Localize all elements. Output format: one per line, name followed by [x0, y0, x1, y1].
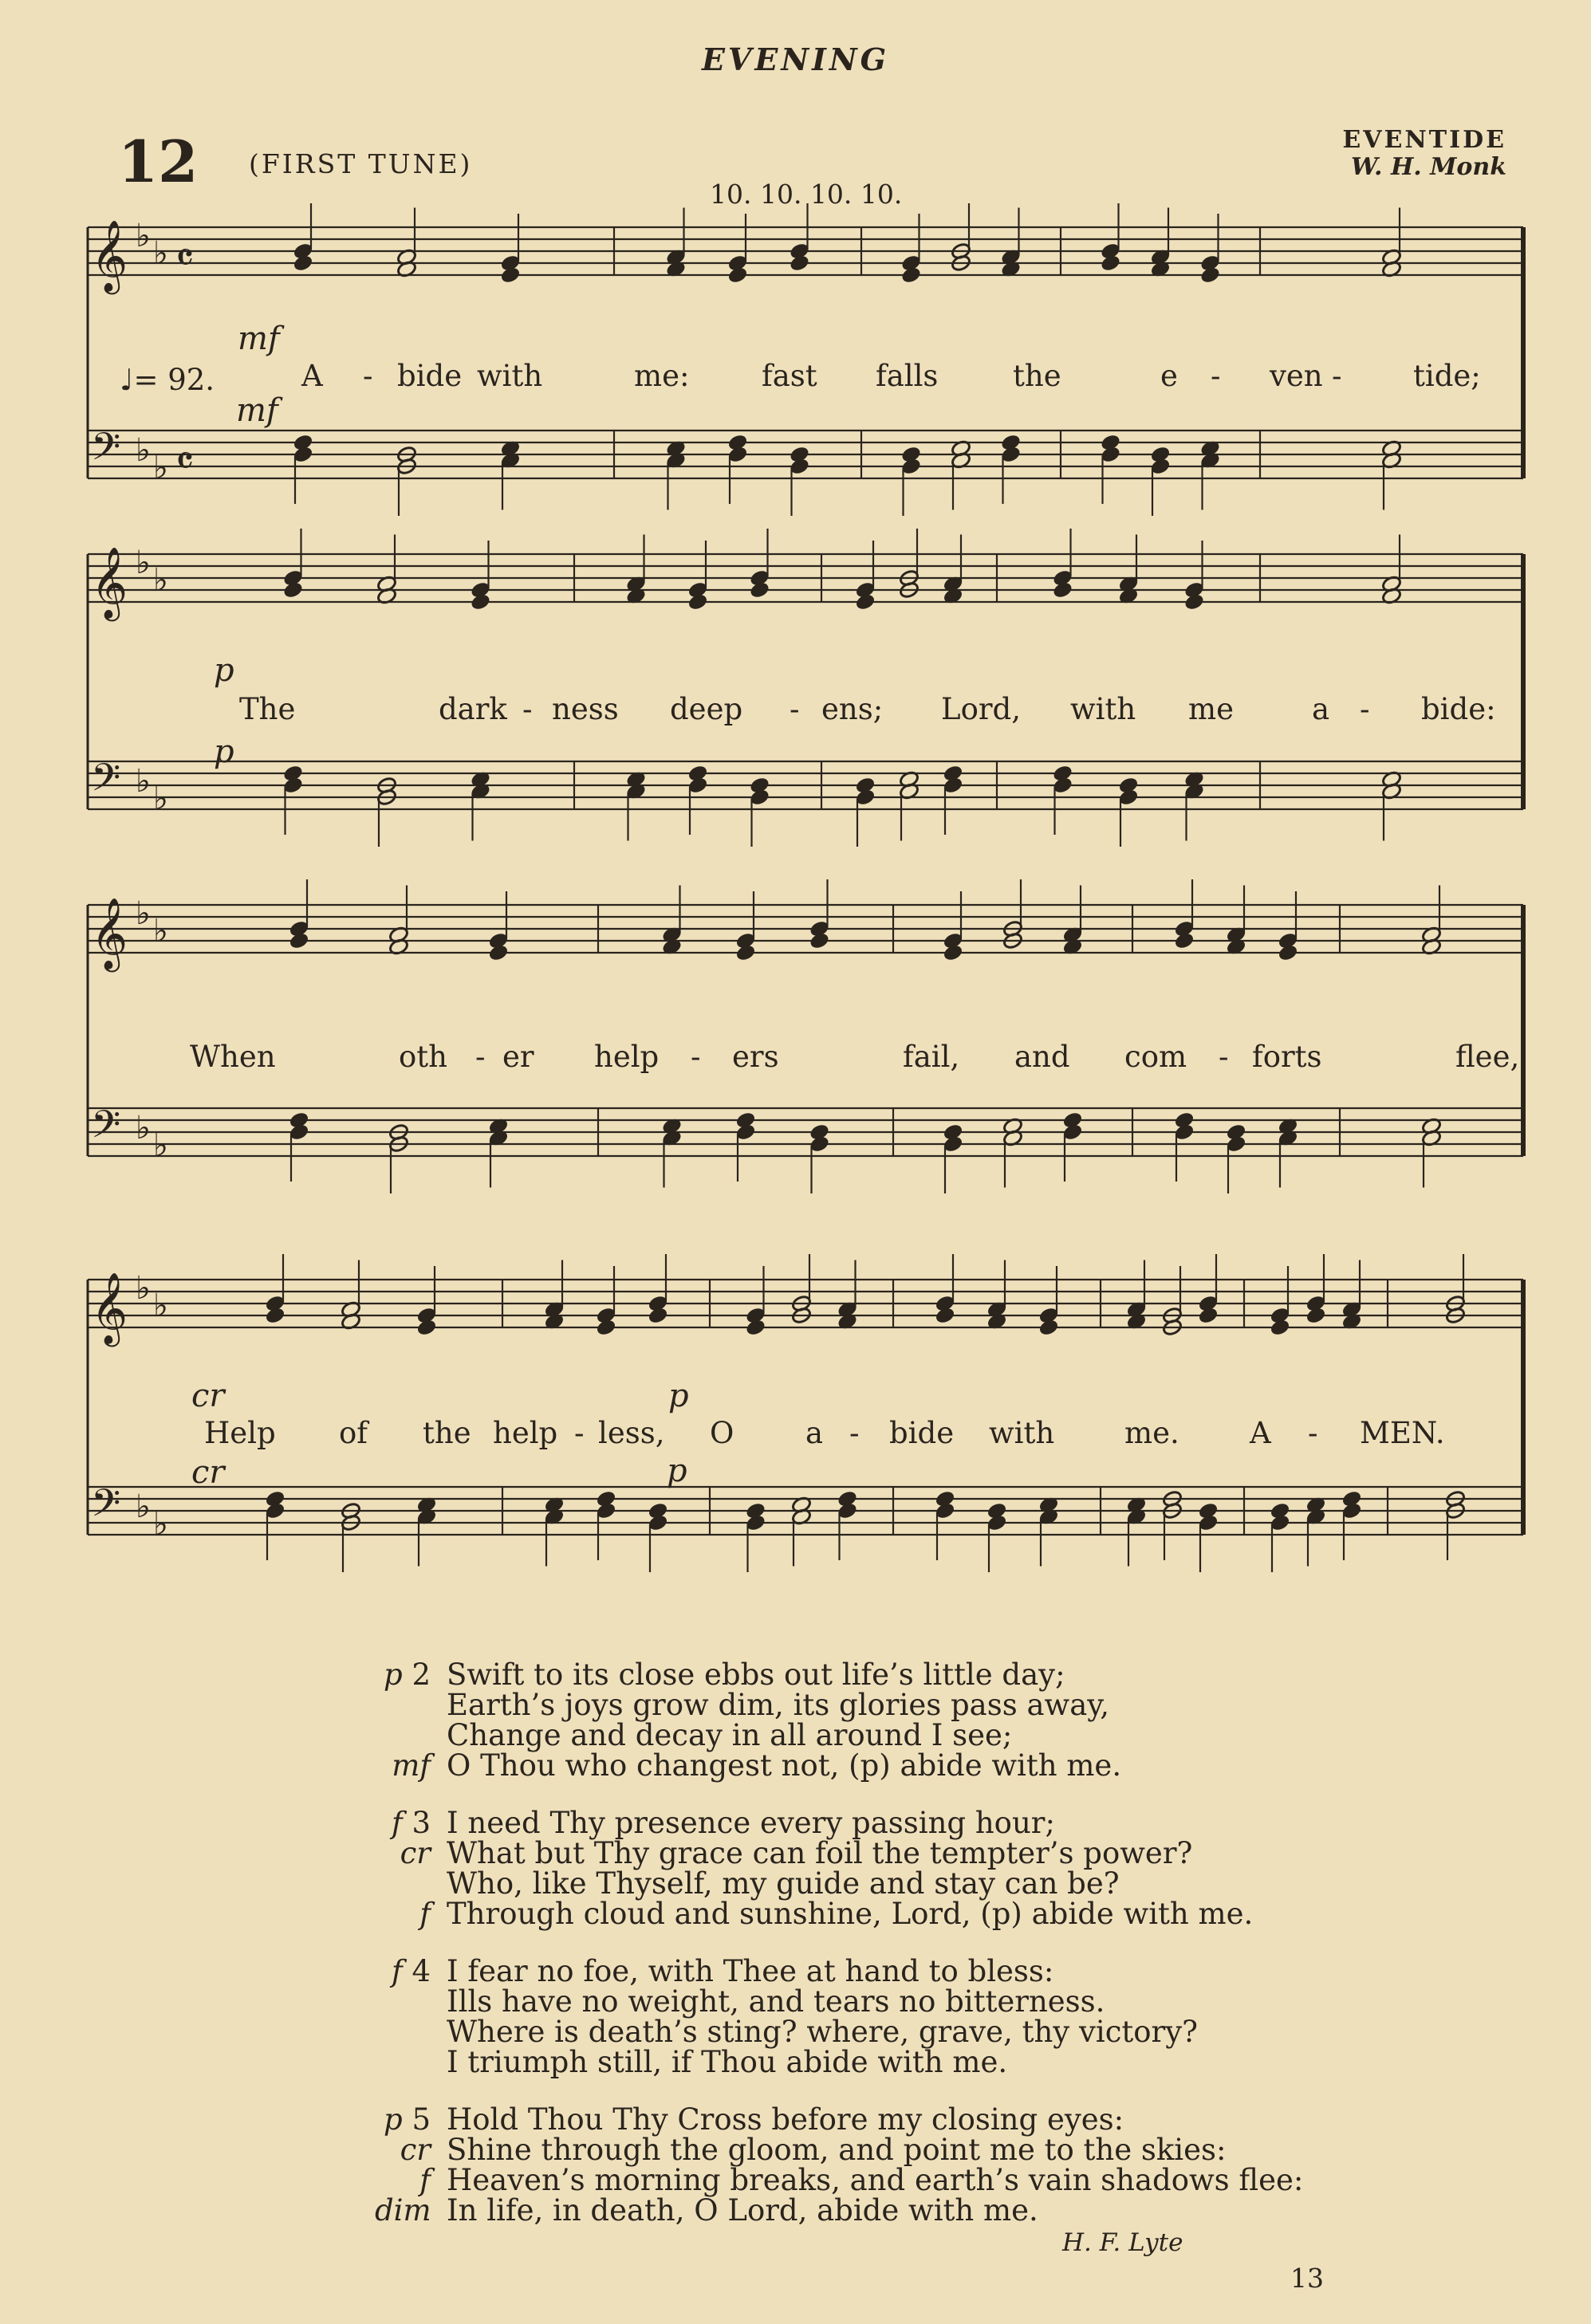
- lyric-syllable: a: [1312, 692, 1330, 726]
- lyric-syllable: me:: [634, 359, 690, 393]
- verse-line: [375, 2047, 1303, 2078]
- verse-dynamic: cr: [400, 1836, 431, 1870]
- svg-text:𝄴: 𝄴: [175, 234, 195, 282]
- tune-label: (FIRST TUNE): [249, 148, 473, 179]
- lyric-syllable: O: [710, 1416, 734, 1450]
- verse-number: 3: [402, 1806, 431, 1840]
- lyric-syllable: oth: [399, 1040, 447, 1074]
- verse-number: 5: [402, 2102, 431, 2137]
- verse-line: [375, 1748, 1303, 1783]
- svg-text:𝄢: 𝄢: [91, 1102, 121, 1156]
- verse-text: What but Thy grace can foil the tempter’s power?: [447, 1836, 1193, 1870]
- lyric-syllable: -: [691, 1040, 701, 1074]
- svg-text:♭: ♭: [153, 1506, 168, 1543]
- svg-text:𝄞: 𝄞: [91, 898, 128, 969]
- dynamic-mark: cr: [191, 1378, 225, 1414]
- lyric-syllable: e: [1160, 359, 1178, 393]
- verse-stanza: [375, 2102, 1304, 2228]
- svg-text:𝄞: 𝄞: [91, 547, 128, 619]
- svg-text:𝄞: 𝄞: [91, 1272, 128, 1344]
- lyric-syllable: The: [239, 692, 296, 726]
- meter: 10. 10. 10. 10.: [710, 179, 903, 210]
- svg-text:𝄢: 𝄢: [91, 1481, 121, 1535]
- verse-dynamic: [375, 2017, 442, 2047]
- page-number: 13: [1290, 2263, 1324, 2294]
- author: H. F. Lyte: [1062, 2228, 1183, 2257]
- staff-lines: [88, 227, 1523, 1535]
- lyric-syllable: falls: [876, 359, 939, 393]
- lyric-syllable: me: [1188, 692, 1234, 726]
- verse-dynamic: [375, 1720, 442, 1751]
- verse-text: In life, in death, O Lord, abide with me.: [447, 2193, 1038, 2228]
- verse-line: [375, 1866, 1303, 1901]
- lyric-syllable: less,: [598, 1416, 665, 1450]
- lyric-syllable: of: [339, 1416, 368, 1450]
- lyric-syllable: -: [849, 1416, 860, 1450]
- verse-text: Swift to its close ebbs out life’s little day;: [447, 1657, 1065, 1692]
- verse-line: [375, 1984, 1303, 2019]
- svg-text:𝄞: 𝄞: [91, 220, 128, 292]
- verse-line: [375, 2193, 1303, 2228]
- lyric-syllable: ven: [1270, 359, 1323, 393]
- lyric-syllable: MEN.: [1360, 1416, 1445, 1450]
- svg-text:♭: ♭: [153, 1127, 168, 1164]
- dynamic-mark: mf: [236, 392, 278, 429]
- verse-dynamic: p 2: [384, 1657, 431, 1692]
- lyric-syllable: bide:: [1421, 692, 1496, 726]
- lyric-syllable: -: [574, 1416, 585, 1450]
- lyric-syllable: -: [1308, 1416, 1318, 1450]
- verse-line: [375, 1690, 1303, 1720]
- lyric-syllable: tide;: [1413, 359, 1481, 393]
- verse-text: Heaven’s morning breaks, and earth’s vain shadows flee:: [447, 2163, 1304, 2197]
- verse-text: Hold Thou Thy Cross before my closing eyes:: [447, 2102, 1124, 2137]
- lyric-syllable: -: [1332, 359, 1342, 393]
- lyric-syllable: -: [790, 692, 800, 726]
- svg-text:♭: ♭: [153, 913, 168, 950]
- note-heads: [265, 203, 1466, 1572]
- svg-text:♭: ♭: [153, 235, 168, 272]
- lyric-syllable: A: [301, 359, 323, 393]
- lyric-syllable: deep: [670, 692, 743, 726]
- verse-dynamic: cr: [400, 2133, 431, 2167]
- lyric-syllable: -: [475, 1040, 486, 1074]
- verse-line: [375, 1808, 1303, 1838]
- verse-stanza: [375, 1808, 1303, 1929]
- lyric-syllable: the: [1013, 359, 1061, 393]
- verse-line: [375, 1956, 1303, 1987]
- verse-text: I need Thy presence every passing hour;: [447, 1806, 1055, 1840]
- verse-dynamic: [375, 1869, 442, 1899]
- verse-dynamic: [375, 1690, 442, 1720]
- verse-stanza: [375, 1657, 1303, 1783]
- svg-text:♭: ♭: [153, 562, 168, 599]
- svg-text:♭: ♭: [136, 763, 151, 800]
- lyric-syllable: Lord,: [941, 692, 1021, 726]
- dynamic-mark: p: [214, 652, 234, 689]
- verse-text: Through cloud and sunshine, Lord, (p) abide with me.: [447, 1897, 1254, 1931]
- verse-dynamic: f: [419, 2163, 431, 2197]
- verse-text: I fear no foe, with Thee at hand to bless:: [447, 1954, 1054, 1988]
- svg-text:♭: ♭: [136, 545, 151, 581]
- lyric-syllable: -: [522, 692, 533, 726]
- verse-line: [375, 1838, 1303, 1869]
- verse-dynamic: dim: [375, 2193, 431, 2228]
- lyric-syllable: a: [805, 1416, 824, 1450]
- dynamic-mark: p: [668, 1378, 689, 1414]
- section-title: EVENING: [701, 41, 890, 77]
- lyric-syllable: -: [1211, 359, 1221, 393]
- verse-line: [375, 2135, 1303, 2165]
- verse-line: [375, 1899, 1303, 1929]
- lyric-syllable: bide: [889, 1416, 955, 1450]
- verse-dynamic: f 4: [391, 1954, 431, 1988]
- lyric-syllable: ness: [552, 692, 619, 726]
- lyric-syllable: help: [594, 1040, 660, 1074]
- lyric-syllable: the: [423, 1416, 471, 1450]
- svg-text:♭: ♭: [136, 895, 151, 932]
- verse-line: [375, 1657, 1303, 1692]
- lyric-syllable: ens;: [821, 692, 884, 726]
- clef-symbols: [91, 218, 194, 1543]
- lyric-syllable: When: [190, 1040, 276, 1074]
- dynamic-mark: p: [214, 733, 234, 770]
- lyric-syllable: -: [1360, 692, 1370, 726]
- verse-text: Earth’s joys grow dim, its glories pass away,: [447, 1688, 1110, 1722]
- lyric-syllable: fail,: [903, 1040, 960, 1074]
- lyric-syllable: com: [1124, 1040, 1187, 1074]
- verse-dynamic: f 3: [391, 1806, 431, 1840]
- lyric-syllable: fast: [762, 359, 817, 393]
- tempo-marking: ♩= 92.: [120, 363, 215, 397]
- verses: [375, 1657, 1304, 2253]
- lyric-syllable: help: [493, 1416, 558, 1450]
- verse-text: I triumph still, if Thou abide with me.: [447, 2045, 1008, 2079]
- verse-text: O Thou who changest not, (p) abide with me.: [447, 1748, 1122, 1783]
- lyric-syllable: forts: [1252, 1040, 1322, 1074]
- verse-dynamic: [375, 2047, 442, 2078]
- svg-text:♭: ♭: [136, 1488, 151, 1525]
- composer: W. H. Monk: [1351, 153, 1506, 181]
- lyric-syllable: flee,: [1455, 1040, 1520, 1074]
- lyric-syllable: dark: [439, 692, 507, 726]
- verse-text: Who, like Thyself, my guide and stay can be?: [447, 1866, 1120, 1901]
- svg-text:𝄴: 𝄴: [175, 438, 195, 486]
- hymn-number: 12: [118, 128, 199, 195]
- lyric-syllable: and: [1014, 1040, 1070, 1074]
- svg-text:♭: ♭: [136, 1270, 151, 1307]
- verse-stanza: [375, 1956, 1303, 2078]
- verse-number: 2: [402, 1657, 431, 1692]
- lyric-syllable: with: [989, 1416, 1055, 1450]
- verse-dynamic: f: [419, 1897, 431, 1931]
- tune-name: EVENTIDE: [1342, 126, 1506, 154]
- verse-line: [375, 2102, 1303, 2137]
- verse-text: Change and decay in all around I see;: [447, 1718, 1013, 1752]
- lyric-syllable: me.: [1124, 1416, 1179, 1450]
- svg-text:♭: ♭: [153, 450, 168, 486]
- dynamic-mark: mf: [238, 320, 280, 357]
- lyric-syllable: with: [477, 359, 543, 393]
- svg-text:𝄢: 𝄢: [91, 755, 121, 809]
- lyric-syllable: -: [363, 359, 373, 393]
- verse-dynamic: [375, 1987, 442, 2017]
- svg-text:♭: ♭: [136, 218, 151, 254]
- lyric-syllable: ers: [732, 1040, 779, 1074]
- music-score: [72, 203, 1531, 1606]
- lyric-syllable: -: [1219, 1040, 1229, 1074]
- svg-text:𝄢: 𝄢: [91, 424, 121, 478]
- lyric-syllable: bide: [397, 359, 463, 393]
- verse-text: Shine through the gloom, and point me to the skies:: [447, 2133, 1227, 2167]
- verse-text: Where is death’s sting? where, grave, thy victory?: [447, 2015, 1198, 2049]
- lyric-syllable: Help: [204, 1416, 276, 1450]
- svg-text:♭: ♭: [153, 781, 168, 817]
- verse-line: [375, 1720, 1303, 1751]
- svg-text:♭: ♭: [136, 1110, 151, 1146]
- verse-dynamic: mf: [392, 1748, 431, 1783]
- dynamic-mark: cr: [191, 1454, 225, 1491]
- dynamic-mark: p: [667, 1453, 687, 1489]
- verse-text: Ills have no weight, and tears no bitterness.: [447, 1984, 1105, 2019]
- lyric-syllable: A: [1250, 1416, 1271, 1450]
- svg-text:♭: ♭: [153, 1288, 168, 1324]
- verse-dynamic: p 5: [384, 2102, 431, 2137]
- verse-line: [375, 2165, 1303, 2196]
- lyric-syllable: with: [1070, 692, 1136, 726]
- lyric-syllable: er: [502, 1040, 534, 1074]
- svg-text:♭: ♭: [136, 432, 151, 469]
- verse-number: 4: [402, 1954, 431, 1988]
- verse-line: [375, 2017, 1303, 2047]
